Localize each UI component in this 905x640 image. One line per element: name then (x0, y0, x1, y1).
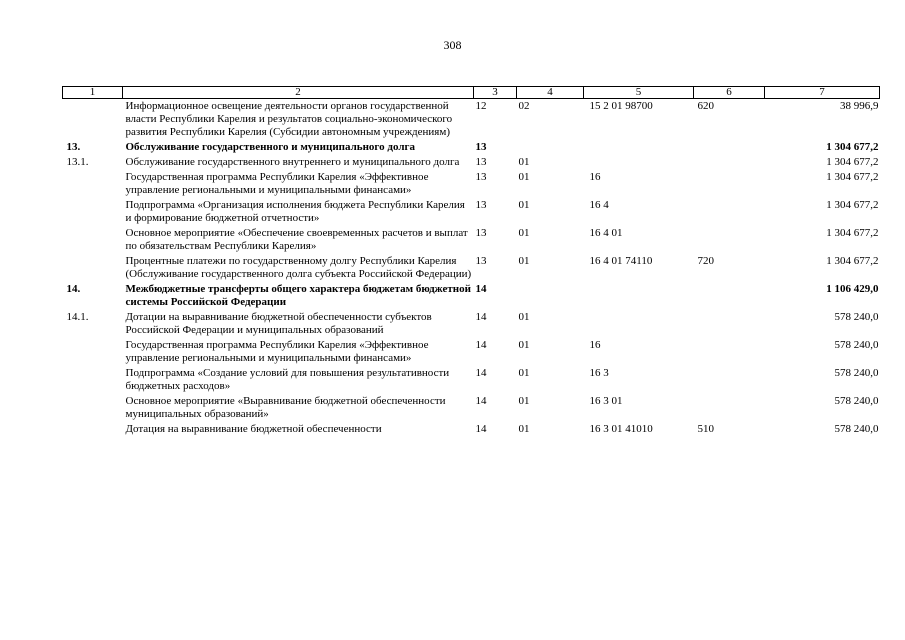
row-target-article (584, 282, 694, 310)
row-subsection: 01 (518, 171, 530, 183)
header-col-number: 1 (63, 87, 123, 99)
row-expense-type (694, 170, 765, 198)
row-target-article: 15 2 01 98700 (589, 100, 653, 112)
row-number (63, 99, 123, 141)
row-subsection (517, 282, 584, 310)
row-expense-type (694, 366, 765, 394)
row-name: Основное мероприятие «Обеспечение своевременных расчетов и выплат по обязательствам Республики Карелия» (125, 227, 468, 252)
row-target-article: 16 (589, 171, 601, 183)
row-amount: 578 240,0 (834, 339, 879, 351)
row-amount: 578 240,0 (834, 311, 879, 323)
row-subsection: 01 (518, 199, 530, 211)
row-subsection: 01 (518, 339, 530, 351)
row-section: 14 (475, 283, 487, 295)
row-amount: 1 304 677,2 (826, 156, 879, 168)
row-expense-type (694, 155, 765, 170)
table-header (63, 87, 880, 99)
table-row (63, 170, 880, 198)
row-name: Дотации на выравнивание бюджетной обеспеченности субъектов Российской Федерации и муниципальных образований (125, 311, 432, 336)
row-subsection: 01 (518, 156, 530, 168)
row-number: 13.1. (66, 156, 89, 168)
table-body (63, 99, 880, 438)
table-row (63, 254, 880, 282)
row-amount: 1 304 677,2 (826, 255, 879, 267)
row-subsection: 01 (518, 227, 530, 239)
row-number: 13. (66, 141, 81, 153)
header-col-subsection: 4 (517, 87, 584, 99)
row-amount: 1 106 429,0 (826, 283, 879, 295)
row-amount: 578 240,0 (834, 423, 879, 435)
row-subsection: 01 (518, 423, 530, 435)
row-number (63, 198, 123, 226)
row-section: 13 (475, 171, 487, 183)
header-row (63, 87, 880, 99)
table-row (63, 99, 880, 141)
row-target-article: 16 3 01 41010 (589, 423, 653, 435)
row-expense-type: 620 (697, 100, 714, 112)
row-amount: 1 304 677,2 (826, 199, 879, 211)
row-expense-type (694, 140, 765, 155)
row-amount: 578 240,0 (834, 367, 879, 379)
row-amount: 38 996,9 (840, 100, 879, 112)
row-number (63, 170, 123, 198)
row-name: Процентные платежи по государственному долгу Республики Карелия (Обслуживание государственного долга субъекта Российской Федерации) (125, 255, 472, 280)
row-section: 13 (475, 141, 487, 153)
row-target-article: 16 3 01 (589, 395, 623, 407)
row-section: 14 (475, 395, 487, 407)
row-subsection: 01 (518, 367, 530, 379)
row-name: Государственная программа Республики Карелия «Эффективное управление региональными и муниципальными финансами» (125, 171, 429, 196)
row-section: 14 (475, 311, 487, 323)
row-name: Дотация на выравнивание бюджетной обеспеченности (125, 423, 382, 435)
row-section: 13 (475, 199, 487, 211)
row-subsection (517, 140, 584, 155)
row-name: Подпрограмма «Создание условий для повышения результативности бюджетных расходов» (125, 367, 450, 392)
table-row (63, 226, 880, 254)
row-number (63, 226, 123, 254)
row-subsection: 01 (518, 255, 530, 267)
row-target-article (584, 140, 694, 155)
header-col-target-article: 5 (584, 87, 694, 99)
row-amount: 578 240,0 (834, 395, 879, 407)
row-number (63, 394, 123, 422)
row-target-article: 16 3 (589, 367, 609, 379)
table-row (63, 310, 880, 338)
row-number (63, 422, 123, 437)
table-row (63, 198, 880, 226)
budget-table (62, 86, 880, 437)
header-col-amount: 7 (765, 87, 880, 99)
row-section: 12 (475, 100, 487, 112)
table-row (63, 366, 880, 394)
row-subsection: 01 (518, 395, 530, 407)
row-section: 14 (475, 339, 487, 351)
row-number (63, 366, 123, 394)
row-section: 14 (475, 423, 487, 435)
table-row (63, 394, 880, 422)
row-target-article (584, 310, 694, 338)
row-section: 13 (475, 255, 487, 267)
row-subsection: 01 (518, 311, 530, 323)
row-name: Государственная программа Республики Карелия «Эффективное управление региональными и муниципальными финансами» (125, 339, 429, 364)
row-name: Подпрограмма «Организация исполнения бюджета Республики Карелия и формирование бюджетной отчетности» (125, 199, 465, 224)
row-expense-type (694, 310, 765, 338)
header-col-name: 2 (123, 87, 474, 99)
row-target-article: 16 4 01 (589, 227, 623, 239)
row-expense-type: 510 (697, 423, 714, 435)
row-target-article: 16 4 01 74110 (589, 255, 653, 267)
row-expense-type (694, 282, 765, 310)
header-col-section: 3 (474, 87, 517, 99)
row-target-article (584, 155, 694, 170)
header-col-expense-type: 6 (694, 87, 765, 99)
row-expense-type (694, 198, 765, 226)
table-row (63, 422, 880, 437)
table-row (63, 338, 880, 366)
row-expense-type (694, 226, 765, 254)
row-amount: 1 304 677,2 (826, 227, 879, 239)
table-row (63, 155, 880, 170)
table-row (63, 282, 880, 310)
row-number (63, 338, 123, 366)
table-row (63, 140, 880, 155)
row-name: Основное мероприятие «Выравнивание бюджетной обеспеченности муниципальных образований» (125, 395, 446, 420)
row-subsection: 02 (518, 100, 530, 112)
row-section: 13 (475, 227, 487, 239)
row-number (63, 254, 123, 282)
row-section: 13 (475, 156, 487, 168)
row-section: 14 (475, 367, 487, 379)
page-number: 308 (443, 38, 462, 52)
row-name: Информационное освещение деятельности органов государственной власти Республики Карелия и результатов социально-экономического развития Республики Карелия (Субсидии автономным учреждениям) (125, 100, 453, 138)
row-number: 14.1. (66, 311, 89, 323)
row-amount: 1 304 677,2 (826, 141, 879, 153)
row-name: Обслуживание государственного и муниципального долга (125, 141, 415, 153)
row-number: 14. (66, 283, 81, 295)
row-expense-type (694, 338, 765, 366)
row-name: Обслуживание государственного внутреннего и муниципального долга (125, 156, 460, 168)
row-expense-type: 720 (697, 255, 714, 267)
row-target-article: 16 4 (589, 199, 609, 211)
row-name: Межбюджетные трансферты общего характера бюджетам бюджетной системы Российской Федерации (125, 283, 471, 308)
row-expense-type (694, 394, 765, 422)
row-target-article: 16 (589, 339, 601, 351)
row-amount: 1 304 677,2 (826, 171, 879, 183)
